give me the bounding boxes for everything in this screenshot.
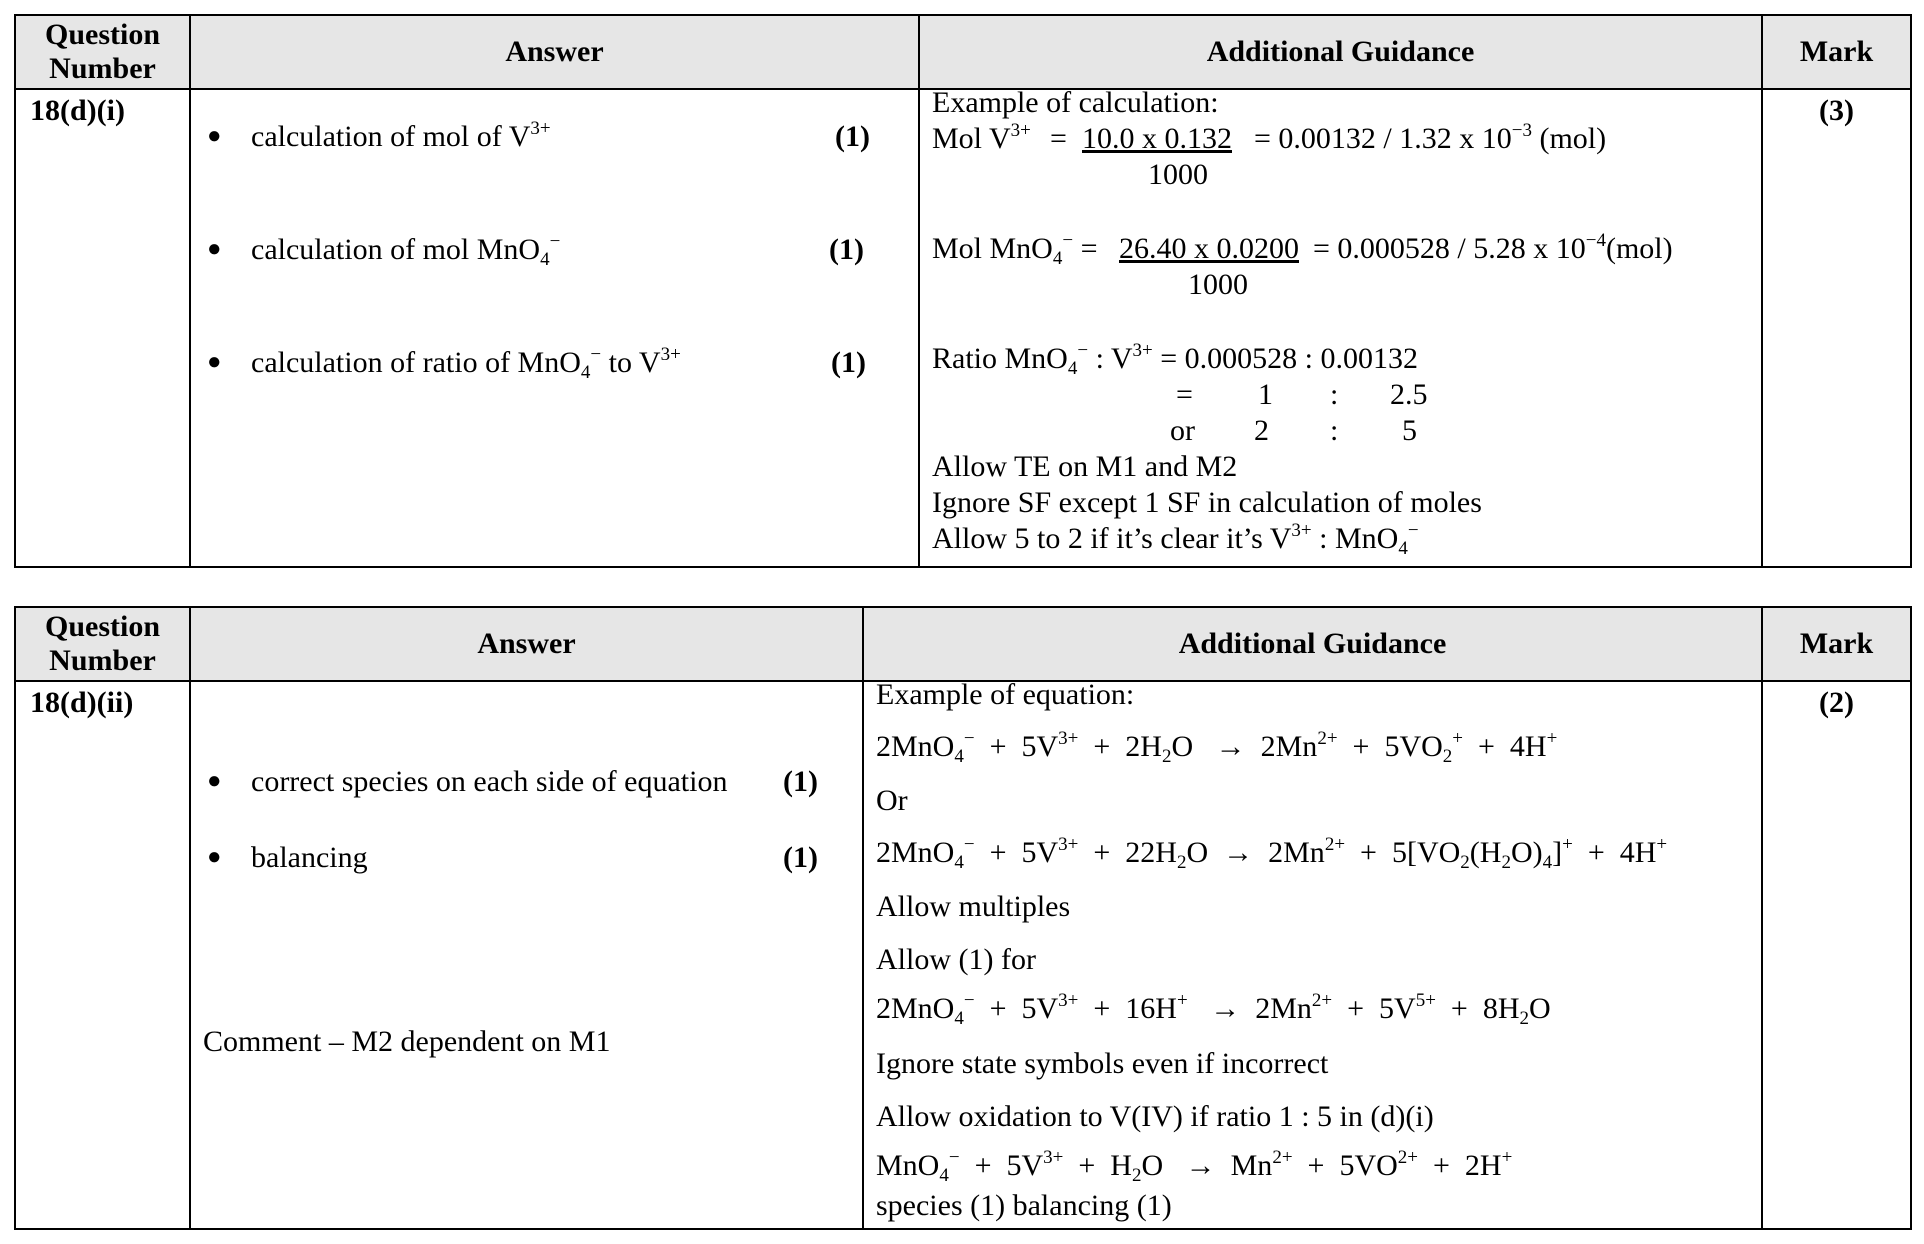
mark-cell: (3) xyxy=(1762,89,1911,567)
mol-v-numerator: 10.0 x 0.132 xyxy=(1082,122,1232,155)
equation-4: $MnO_4^- + 5V^{3+} + H_2O \to Mn^{2+} + 5VO^{2+} + 2H^+$ xyxy=(876,1147,1513,1186)
header-answer: Answer xyxy=(190,15,919,89)
allow-oxidation: Allow oxidation to V(IV) if ratio 1 : 5 in (d)(i) xyxy=(876,1100,1434,1133)
mark-scheme-table-1 xyxy=(14,14,1912,568)
mol-v-result: = 0.00132 / 1.32 x $10^{-3}$ (mol) xyxy=(1254,120,1607,155)
answer-mark: (1) xyxy=(783,841,818,874)
guidance-example: Example of equation: xyxy=(876,678,1135,711)
mol-mn-denominator: 1000 xyxy=(1188,268,1248,301)
ignore-sf: Ignore SF except 1 SF in calculation of moles xyxy=(932,486,1482,519)
answer-item: calculation of mol MnO$_4$− xyxy=(251,231,561,270)
header-guidance: Additional Guidance xyxy=(919,15,1762,89)
allow-te: Allow TE on M1 and M2 xyxy=(932,450,1238,483)
answer-item: calculation of mol of $V^{3+}$ xyxy=(251,118,551,153)
answer-mark: (1) xyxy=(835,120,870,153)
ignore-state-symbols: Ignore state symbols even if incorrect xyxy=(876,1047,1329,1080)
bullet-icon: ● xyxy=(207,236,222,262)
answer-item: correct species on each side of equation xyxy=(251,765,728,798)
mol-v-label: Mol $V^{3+}$ xyxy=(932,120,1031,155)
ratio-row-colon: : xyxy=(1330,378,1339,411)
answer-mark: (1) xyxy=(783,765,818,798)
equation-2: $2MnO_4^- + 5V^{3+} + 22H_2O \to 2Mn^{2+} + 5[VO_2(H_2O)_4]^+ + 4H^+$ xyxy=(876,834,1668,873)
allow-5-to-2: Allow 5 to 2 if it’s clear it’s $V^{3+}$ : MnO$_4$− xyxy=(932,520,1419,559)
header-answer: Answer xyxy=(190,607,863,681)
ratio-row-a: 2 xyxy=(1254,414,1269,447)
question-number: 18(d)(i) xyxy=(15,89,190,567)
ratio-row-eq: = xyxy=(1176,378,1193,411)
equation-1: $2MnO_4^- + 5V^{3+} + 2H_2O \to 2Mn^{2+} + 5VO_2^+ + 4H^+$ xyxy=(876,728,1558,767)
bullet-icon: ● xyxy=(207,349,222,375)
ratio-row-a: 1 xyxy=(1258,378,1273,411)
bullet-icon: ● xyxy=(207,768,222,794)
allow-multiples: Allow multiples xyxy=(876,890,1071,923)
mol-v-eq: = xyxy=(1050,122,1067,155)
ratio-line: Ratio MnO$_4$− : $V^{3+} = 0.000528$ : 0.00132 xyxy=(932,340,1419,379)
mark-scheme-table-2 xyxy=(14,606,1912,1230)
ratio-row-colon: : xyxy=(1330,414,1339,447)
header-guidance: Additional Guidance xyxy=(863,607,1762,681)
guidance-or: Or xyxy=(876,784,908,817)
answer-mark: (1) xyxy=(829,233,864,266)
mol-v-denominator: 1000 xyxy=(1148,158,1208,191)
species-balancing: species (1) balancing (1) xyxy=(876,1189,1172,1222)
ratio-row-b: 2.5 xyxy=(1390,378,1428,411)
mol-mn-result: = 0.000528 / 5.28 x $10^{-4}(mol)$ xyxy=(1313,230,1673,265)
bullet-icon: ● xyxy=(207,123,222,149)
allow-1-for: Allow (1) for xyxy=(876,943,1036,976)
guidance-cell xyxy=(919,86,1762,567)
ratio-row-or: or xyxy=(1170,414,1195,447)
header-question-number: Question Number xyxy=(15,15,190,89)
ratio-row-b: 5 xyxy=(1402,414,1417,447)
mol-mn-numerator: 26.40 x 0.0200 xyxy=(1119,232,1299,265)
guidance-example: Example of calculation: xyxy=(932,86,1219,119)
equation-3: $2MnO_4^- + 5V^{3+} + 16H^+ \to 2Mn^{2+} + 5V^{5+} + 8H_2O$ xyxy=(876,990,1551,1029)
header-mark: Mark xyxy=(1762,15,1911,89)
question-number: 18(d)(ii) xyxy=(15,681,190,1229)
comment: Comment – M2 dependent on M1 xyxy=(203,1025,611,1058)
mol-mn-label: Mol MnO$_4$− = xyxy=(932,230,1098,269)
header-question-number: Question Number xyxy=(15,607,190,681)
answer-cell xyxy=(190,89,919,567)
guidance-cell xyxy=(863,678,1762,1229)
mark-cell: (2) xyxy=(1762,681,1911,1229)
answer-cell xyxy=(190,681,863,1229)
answer-mark: (1) xyxy=(831,346,866,379)
answer-item: calculation of ratio of MnO$_4$− to $V^{3+}$ xyxy=(251,344,681,383)
bullet-icon: ● xyxy=(207,844,222,870)
answer-item: balancing xyxy=(251,841,368,874)
header-mark: Mark xyxy=(1762,607,1911,681)
